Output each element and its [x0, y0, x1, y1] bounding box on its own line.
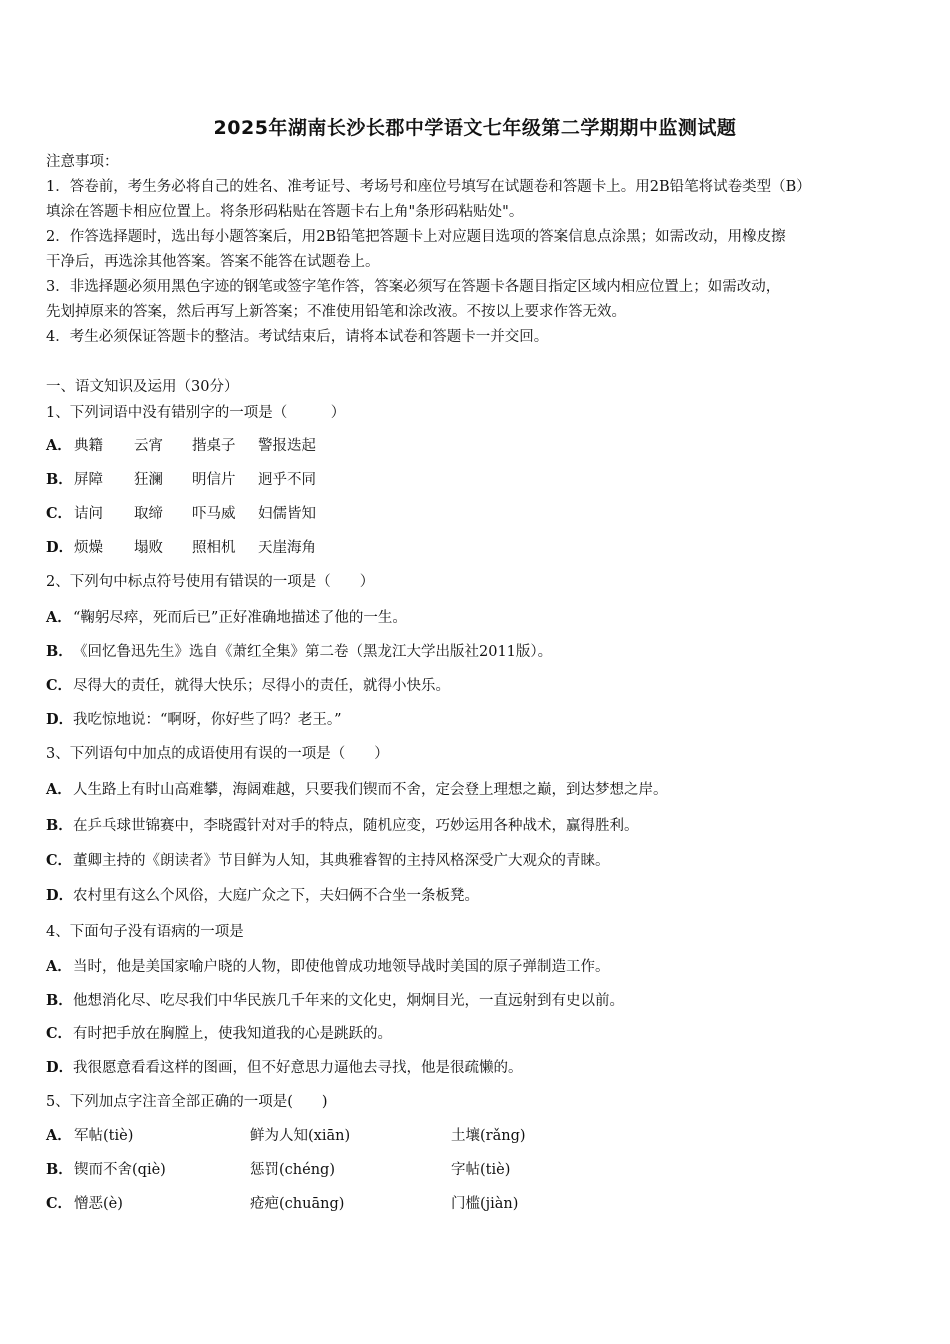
- word: 警报迭起: [258, 438, 316, 454]
- q4-option-c: [46, 1022, 392, 1043]
- notes-line: 2．作答选择题时，选出每小题答案后，用2B铅笔把答题卡上对应题目选项的答案信息点涂黑；如需改动，用橡皮擦: [46, 229, 786, 245]
- question-3-stem: 3、下列语句中加点的成语使用有误的一项是（ ）: [46, 746, 389, 762]
- option-text: “鞠躬尽瘁，死而后已”正好准确地描述了他的一生。: [73, 610, 407, 626]
- page-title: 2025年湖南长沙长郡中学语文七年级第二学期期中监测试题: [213, 117, 737, 139]
- q4-option-a: [46, 955, 610, 976]
- q1-option-a: [46, 434, 906, 456]
- q2-option-a: [46, 606, 407, 627]
- question-5-stem: 5、下列加点字注音全部正确的一项是( ): [46, 1094, 328, 1110]
- q1-option-d: [46, 536, 906, 558]
- word: 狂澜: [134, 472, 163, 488]
- option-text: 尽得大的责任，就得大快乐；尽得小的责任，就得小快乐。: [73, 678, 450, 694]
- question-4-stem: 4、下面句子没有语病的一项是: [46, 924, 244, 940]
- option-text: 我很愿意看看这样的图画，但不好意思力逼他去寻找，他是很疏懒的。: [73, 1060, 523, 1076]
- option-text: 在乒乓球世锦赛中，李晓霞针对对手的特点，随机应变，巧妙运用各种战术，赢得胜利。: [73, 818, 639, 834]
- option-text: 《回忆鲁迅先生》选自《萧红全集》第二卷（黑龙江大学出版社2011版）。: [73, 644, 553, 660]
- word: 烦燥: [74, 540, 103, 556]
- q5-option-b: [46, 1158, 906, 1180]
- notes-line: 4．考生必须保证答题卡的整洁。考试结束后，请将本试卷和答题卡一并交回。: [46, 329, 549, 345]
- pinyin-item: 土壤(rǎng): [451, 1128, 526, 1144]
- q3-option-b: [46, 814, 639, 835]
- q3-option-a: [46, 778, 668, 799]
- pinyin-item: 憎恶(è): [74, 1196, 123, 1212]
- option-label: A．: [46, 437, 72, 454]
- word: 揩桌子: [192, 438, 236, 454]
- word: 屏障: [74, 472, 103, 488]
- q2-option-b: [46, 640, 552, 661]
- pinyin-item: 惩罚(chéng): [250, 1162, 335, 1178]
- notes-line: 填涂在答题卡相应位置上。将条形码粘贴在答题卡右上角"条形码粘贴处"。: [46, 204, 524, 220]
- q4-option-b: [46, 989, 624, 1010]
- word: 吓马威: [192, 506, 236, 522]
- notes-line: 干净后，再选涂其他答案。答案不能答在试题卷上。: [46, 254, 380, 270]
- q5-option-c: [46, 1192, 906, 1214]
- q5-option-a: [46, 1124, 906, 1146]
- q1-option-b: [46, 468, 906, 490]
- word: 取缔: [134, 506, 163, 522]
- word: 照相机: [192, 540, 236, 556]
- q2-option-c: [46, 674, 450, 695]
- q3-option-c: [46, 849, 610, 870]
- notes-line: 3．非选择题必须用黑色字迹的钢笔或签字笔作答，答案必须写在答题卡各题目指定区域内相应位置上；如需改动，: [46, 279, 781, 295]
- pinyin-item: 鲜为人知(xiān): [250, 1128, 351, 1144]
- option-label: A．: [46, 958, 72, 975]
- pinyin-item: 疮疤(chuāng): [250, 1196, 345, 1212]
- word: 云宵: [134, 438, 163, 454]
- word: 天崖海角: [258, 540, 316, 556]
- word: 诘问: [74, 506, 103, 522]
- word: 塌败: [134, 540, 163, 556]
- option-label: D．: [46, 887, 74, 904]
- option-text: 有时把手放在胸膛上，使我知道我的心是跳跃的。: [73, 1026, 392, 1042]
- option-label: A．: [46, 781, 72, 798]
- q2-option-d: [46, 708, 342, 729]
- option-text: 董卿主持的《朗读者》节目鲜为人知，其典雅睿智的主持风格深受广大观众的青睐。: [73, 853, 610, 869]
- option-text: 他想消化尽、吃尽我们中华民族几千年来的文化史，炯炯目光，一直远射到有史以前。: [73, 993, 624, 1009]
- word: 明信片: [192, 472, 236, 488]
- option-label: C．: [46, 1195, 73, 1212]
- pinyin-item: 门槛(jiàn): [451, 1196, 519, 1212]
- notes-heading: 注意事项：: [46, 154, 119, 170]
- option-label: D．: [46, 1059, 74, 1076]
- option-label: B．: [46, 471, 73, 488]
- option-label: B．: [46, 817, 73, 834]
- option-label: C．: [46, 1025, 73, 1042]
- option-label: B．: [46, 643, 73, 660]
- q3-option-d: [46, 884, 479, 905]
- notes-block: [46, 150, 906, 350]
- question-2-stem: 2、下列句中标点符号使用有错误的一项是（ ）: [46, 574, 375, 590]
- option-label: A．: [46, 1127, 72, 1144]
- option-label: C．: [46, 505, 73, 522]
- notes-line: 先划掉原来的答案，然后再写上新答案；不准使用铅笔和涂改液。不按以上要求作答无效。: [46, 304, 626, 320]
- pinyin-item: 字帖(tiè): [451, 1162, 511, 1178]
- section-heading: 一、语文知识及运用（30分）: [46, 379, 239, 395]
- option-label: C．: [46, 677, 73, 694]
- q1-option-c: [46, 502, 906, 524]
- word: 典籍: [74, 438, 103, 454]
- option-label: B．: [46, 992, 73, 1009]
- pinyin-item: 锲而不舍(qiè): [74, 1162, 166, 1178]
- word: 迥乎不同: [258, 472, 316, 488]
- notes-line: 1．答卷前，考生务必将自己的姓名、准考证号、考场号和座位号填写在试题卷和答题卡上。用2B铅笔将试卷类型（B）: [46, 179, 811, 195]
- pinyin-item: 军帖(tiè): [74, 1128, 134, 1144]
- q4-option-d: [46, 1056, 523, 1077]
- option-label: D．: [46, 711, 74, 728]
- option-text: 人生路上有时山高难攀，海阔难越，只要我们锲而不舍，定会登上理想之巅，到达梦想之岸。: [73, 782, 668, 798]
- option-label: D．: [46, 539, 74, 556]
- option-label: B．: [46, 1161, 73, 1178]
- option-label: C．: [46, 852, 73, 869]
- word: 妇儒皆知: [258, 506, 316, 522]
- option-label: A．: [46, 609, 72, 626]
- question-1-stem: 1、下列词语中没有错别字的一项是（ ）: [46, 405, 346, 421]
- option-text: 我吃惊地说：“啊呀，你好些了吗？老王。”: [73, 712, 342, 728]
- option-text: 农村里有这么个风俗，大庭广众之下，夫妇俩不合坐一条板凳。: [73, 888, 479, 904]
- option-text: 当时，他是美国家喻户晓的人物，即使他曾成功地领导战时美国的原子弹制造工作。: [73, 959, 610, 975]
